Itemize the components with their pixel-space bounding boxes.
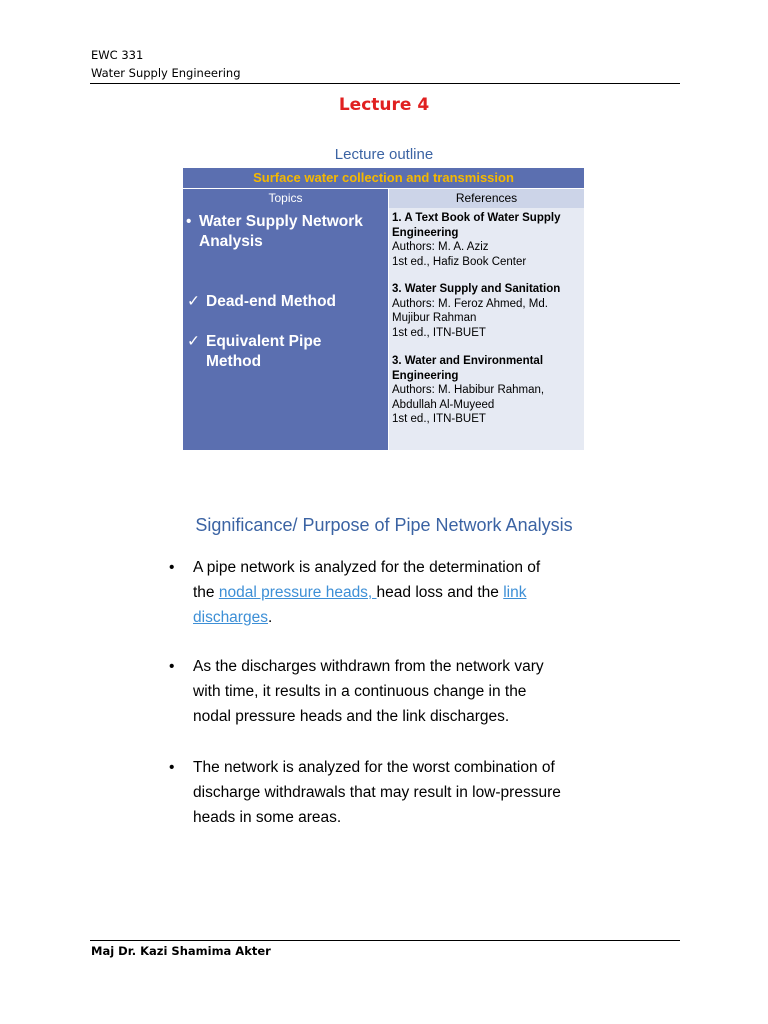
reference-item: 1. A Text Book of Water Supply Engineering Authors: M. A. Aziz 1st ed., Hafiz Book Center — [392, 212, 561, 268]
footer-author: Maj Dr. Kazi Shamima Akter — [91, 944, 271, 958]
bullet-paragraph: • As the discharges withdrawn from the network vary with time, it results in a continuous change in the nodal pressure heads and the link discharges. — [193, 654, 613, 729]
page-header — [91, 46, 241, 82]
nodal-pressure-heads-link[interactable]: nodal pressure heads, — [218, 584, 377, 601]
bullet-marker: • — [169, 559, 175, 576]
outline-table — [183, 168, 584, 450]
references-cell — [389, 208, 584, 450]
bullet-paragraph: • A pipe network is analyzed for the determination of the nodal pressure heads, head loss and the link discharges. — [193, 555, 613, 630]
lecture-title: Lecture 4 — [338, 95, 430, 115]
topic-item: ✓ Dead-end Method — [187, 293, 337, 310]
table-title: Surface water collection and transmission — [183, 168, 584, 188]
check-icon: ✓ — [187, 333, 200, 350]
bullet-marker: • — [169, 759, 175, 776]
reference-item: 3. Water Supply and Sanitation Authors: M. Feroz Ahmed, Md. Mujibur Rahman 1st ed., ITN-BUET — [392, 283, 561, 339]
check-icon: ✓ — [187, 293, 200, 310]
topic-item: • Water Supply Network Analysis — [186, 213, 363, 250]
link-discharges-link[interactable]: discharges — [193, 609, 268, 626]
outline-title: Lecture outline — [334, 146, 434, 163]
topics-cell — [183, 208, 388, 450]
footer-rule — [90, 940, 680, 941]
header-rule — [90, 83, 680, 84]
bullet-marker: • — [169, 658, 175, 675]
section-title: Significance/ Purpose of Pipe Network Analysis — [195, 515, 573, 535]
bullet-paragraph: • The network is analyzed for the worst combination of discharge withdrawals that may result in low-pressure heads in some areas. — [193, 755, 613, 830]
topic-item: ✓ Equivalent Pipe Method — [187, 333, 322, 370]
bullet-marker: • — [186, 213, 192, 230]
course-title: Water Supply Engineering — [91, 66, 241, 80]
reference-item: 3. Water and Environmental Engineering Authors: M. Habibur Rahman, Abdullah Al-Muyeed 1st ed., ITN-BUET — [392, 355, 545, 425]
course-code: EWC 331 — [91, 48, 144, 62]
link-discharges-link[interactable]: link — [503, 584, 527, 601]
references-column-header: References — [389, 188, 584, 208]
topics-column-header: Topics — [183, 188, 388, 208]
